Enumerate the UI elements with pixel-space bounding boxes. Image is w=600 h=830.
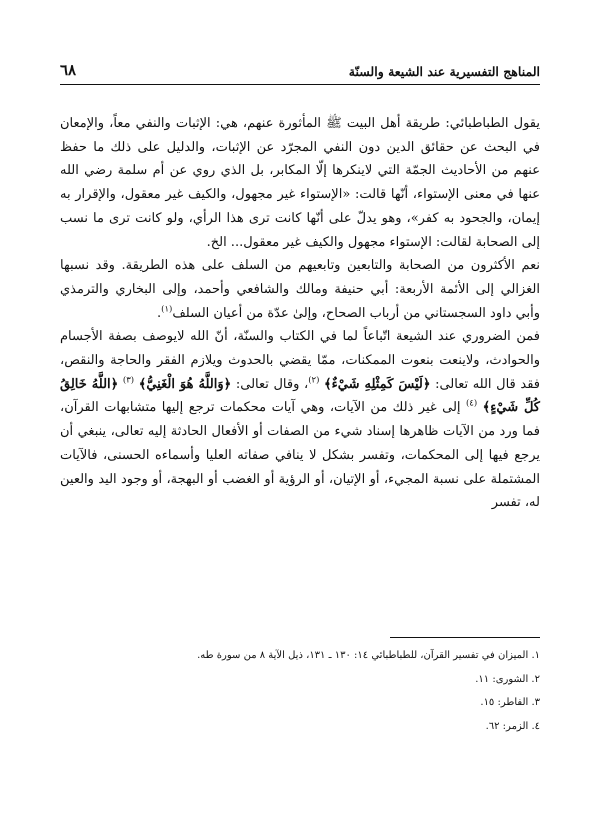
footnote-1: ١. الميزان في تفسير القرآن، للطباطبائي ١٤: ١٣٠ ـ ١٣١، ذيل الآية ٨ من سورة طه. (197, 650, 540, 661)
footnote-4: ٤. الزمر: ٦٢. (485, 720, 540, 732)
footnotes (60, 650, 540, 744)
footnote-ref: (١) (161, 304, 173, 315)
paragraph-text: يقول الطباطبائي: طريقة أهل البيت ﷺ المأثورة عنهم، هي: الإثبات والنفي معاً، والإمعان في البحث عن حقائق الدين دون النفي المجرّد عن الإثبات، والدليل على ذلك ما حفظ عنهم من الأحاديث الجمّة التي لاينكرها إلّا المكابر، بل الذي روي عن أم سلمة رضي الله عنها في معنى الإستواء، أنّها قالت: «الإستواء غير مجهول، والكيف غير معقول، والإقرار به إيمان، والجحود به كفر»، وهو يدلّ على أنّها كانت ترى هذا الرأي، ولو كانت ترى ما نسب إلى الصحابة لقالت: الإستواء مجهول والكيف غير معقول... الخ. (60, 116, 540, 250)
paragraph-2 (60, 254, 540, 325)
footnote-divider (390, 637, 540, 638)
page-header (60, 58, 540, 85)
body-text (60, 112, 540, 515)
footnote-ref: (٣) (122, 375, 135, 386)
header-title: المناهج التفسيرية عند الشيعة والسنّة (348, 64, 540, 79)
quran-quote: ﴿لَيْسَ كَمِثْلِهِ شَيْءٌ﴾ (324, 376, 431, 392)
paragraph-3 (60, 325, 540, 515)
paragraph-text: إلى غير ذلك من الآيات، وهي آيات محكمات ترجع إليها متشابهات القرآن، فما ورد من الآيات ظاهرها إسناد شيء من الصفات أو الأفعال الحادثة إليه تعالى، ينبغي أن يرجع فيها إلى المحكمات، وتفسر بشكل لا ينافي صفاته العليا وأسماءه الحسنى، فالآيات المشتملة على نسبة المجيء، أو الإتيان، أو الرؤية أو الغضب أو البهجة، أو وجود اليد والعين له، تفسر (60, 400, 540, 511)
footnote-ref: (٢) (308, 375, 320, 386)
footnote-ref: (٤) (465, 399, 478, 410)
quran-quote: ﴿وَاللَّهُ هُوَ الْغَنِيُّ﴾ (138, 376, 232, 392)
footnote-3: ٣. الفاطر: ١٥. (480, 697, 540, 708)
quran-quote: ﴿اللَّهُ خَالِقُ كُلِّ شَيْءٍ﴾ (60, 376, 540, 416)
paragraph-text: فمن الضروري عند الشيعة اتّباعاً لما في الكتاب والسنّة، أنّ الله لايوصف بصفة الأجسام والحوادث، ولاينعت بنعوت الممكنات، ممّا يقضي بالحدوث ويلازم الفقر والحاجة والنقص، فقد قال الله تعالى: (60, 329, 540, 392)
paragraph-text: نعم الأكثرون من الصحابة والتابعين وتابعيهم من السلف على هذه الطريقة. وقد نسبها الغزالي إلى الأئمة الأربعة: أبي حنيفة ومالك والشافعي وأحمد، وإلى البخاري والترمذي وأبي داود السجستاني من أرباب الصحاح، وإلىٰ عدّة من أعيان السلف (60, 258, 540, 321)
paragraph-text: ، وقال تعالى: (231, 376, 309, 392)
paragraph-text: . (156, 305, 162, 321)
footnote-2: ٢. الشورى: ١١. (475, 673, 540, 685)
page-number: ٦٨ (60, 61, 77, 79)
paragraph-1 (60, 112, 540, 254)
